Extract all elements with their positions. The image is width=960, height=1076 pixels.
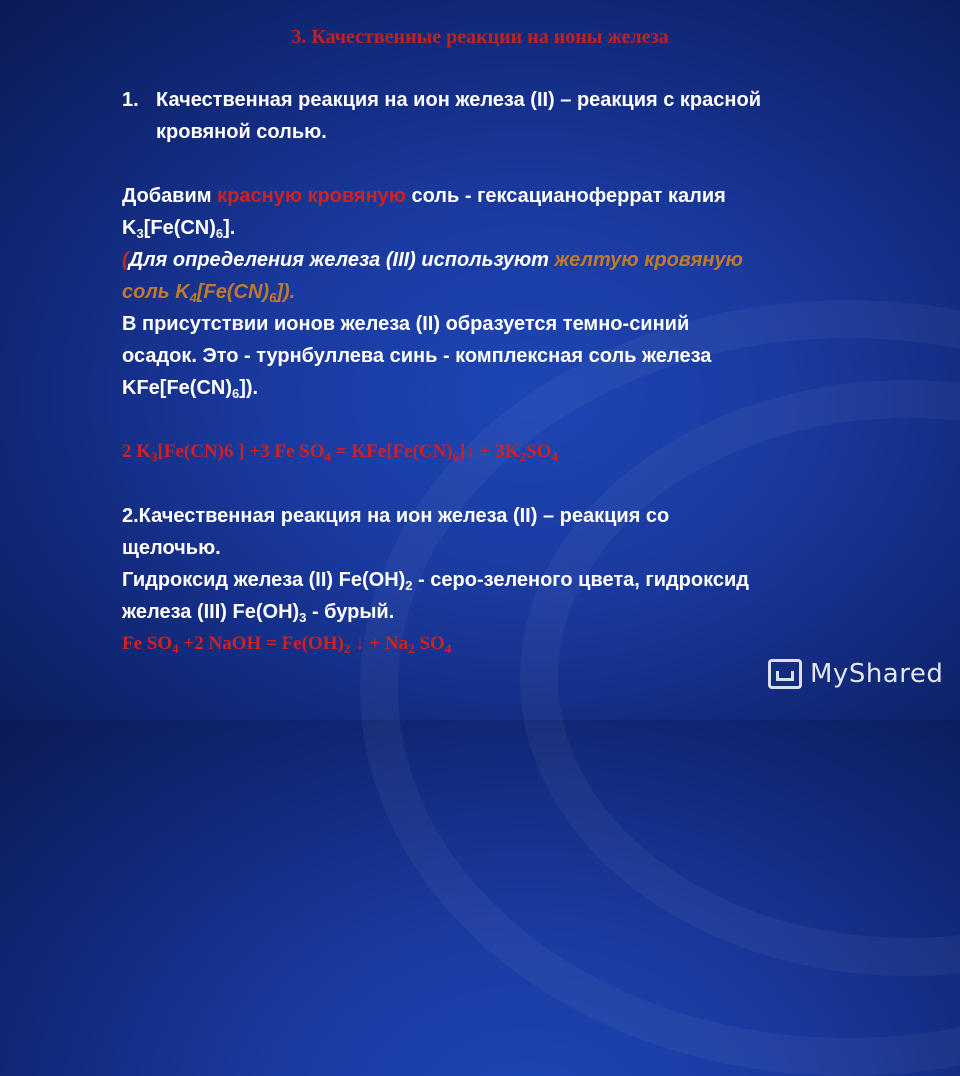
myshared-watermark[interactable]: [768, 656, 943, 692]
item1-line1: 1. Качественная реакция на ион железа (II) – реакция с красной: [122, 89, 761, 111]
item1-line2: кровяной солью.: [156, 121, 327, 143]
formula-k3: $K_3[Fe(CN)_6]$.: [122, 217, 236, 241]
note-iron3-line2: соль $K_4[Fe(CN)_6]$).: [122, 281, 296, 305]
item2-line1: 2.Качественная реакция на ион железа (II) – реакция со: [122, 505, 670, 527]
presence-line1: В присутствии ионов железа (II) образуется темно-синий: [122, 313, 690, 335]
equation-1: 2 $K_3[Fe(CN)6$ ] +3 Fe $SO_4$ = $KFe[Fe(CN)_6]↓ + 3K_2SO_4$: [122, 441, 558, 464]
watermark-text: MyShared: [810, 659, 944, 689]
presence-line2: осадок. Это - турнбуллева синь - комплексная соль железа: [122, 345, 712, 367]
myshared-logo-icon: [768, 659, 802, 689]
add-salt-line: Добавим красную кровяную соль - гексацианоферрат калия: [122, 185, 726, 207]
hydroxide-line2: железа (III) $Fe(OH)_3$ - бурый.: [122, 601, 395, 625]
note-iron3-line1: (Для определения железа (III) используют желтую кровяную: [122, 249, 743, 271]
kfe-formula: $KFe[Fe(CN)_6]$).: [122, 377, 259, 401]
slide-body: [122, 84, 902, 660]
hydroxide-line1: Гидроксид железа (II) $Fe(OH)_2$ - серо-зеленого цвета, гидроксид: [122, 569, 749, 593]
item2-line2: щелочью.: [122, 537, 221, 559]
slide-title: 3. Качественные реакции на ионы железа: [291, 26, 669, 48]
equation-2: Fe $SO_4 +2$ NaOH = $Fe(OH)_2$ ↓ + $Na_2$ $SO_4$: [122, 633, 452, 656]
